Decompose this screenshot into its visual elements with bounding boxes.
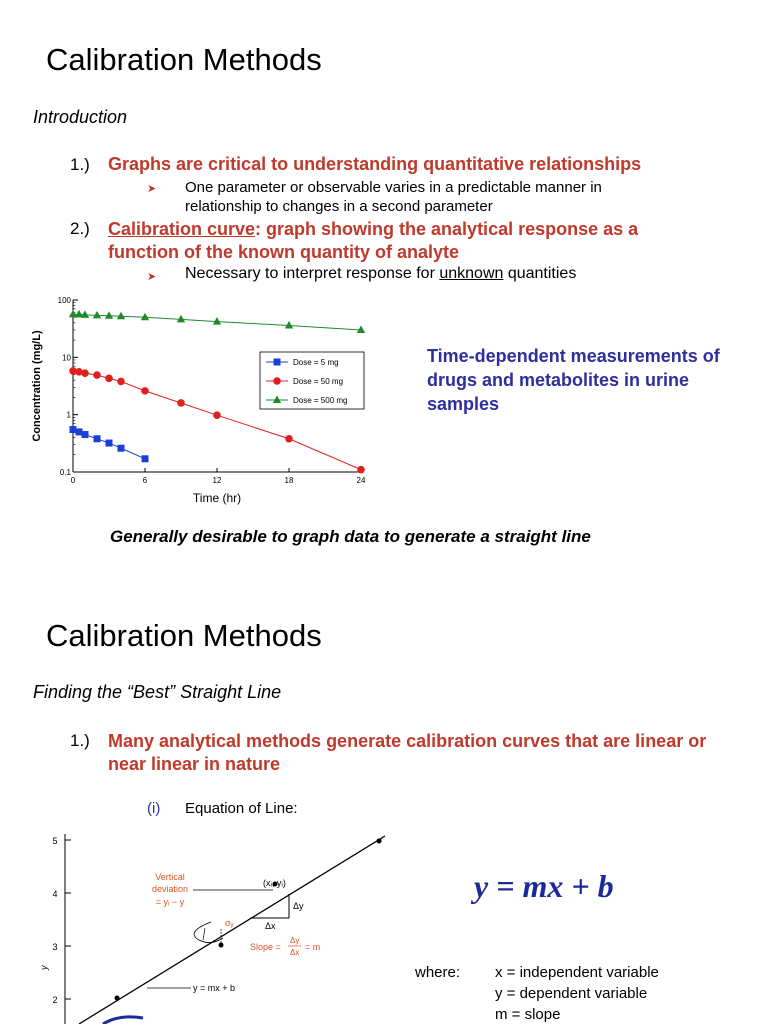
triangle-marker <box>141 313 149 321</box>
triangle-marker <box>213 317 221 325</box>
x-tick-label: 6 <box>142 476 148 485</box>
item2-rest: : graph showing the analytical response as a <box>255 219 639 239</box>
concentration-chart <box>28 290 388 510</box>
circle-marker <box>117 378 125 386</box>
square-marker <box>82 431 89 438</box>
triangle-marker <box>357 325 365 333</box>
definition-x: x = independent variable <box>495 964 659 981</box>
circle-marker <box>93 371 101 379</box>
definition-y: y = dependent variable <box>495 985 648 1002</box>
gaussian-curve <box>194 922 223 943</box>
item1-number: 1.) <box>70 155 90 174</box>
item1-text: Graphs are critical to understanding quantitative relationships <box>108 154 642 174</box>
slide2-item1-line1: Many analytical methods generate calibration curves that are linear or <box>108 731 707 751</box>
triangle-marker <box>117 312 125 320</box>
vertical-deviation-formula: = yᵢ − y <box>155 897 185 907</box>
legend-label: Dose = 500 mg <box>293 396 348 405</box>
item2-term: Calibration curve <box>108 219 256 239</box>
x-tick-label: 0 <box>70 476 76 485</box>
subitem-number: (i) <box>147 800 161 817</box>
slide2-section-heading: Finding the “Best” Straight Line <box>33 682 282 702</box>
vertical-deviation-label: Vertical <box>155 872 185 882</box>
slide1-section-heading: Introduction <box>33 107 128 127</box>
line-equation: y = mx + b <box>474 868 614 904</box>
triangle-marker <box>93 311 101 319</box>
y-tick-label: 10 <box>62 353 71 363</box>
circle-marker <box>81 369 89 377</box>
slide2-title: Calibration Methods <box>46 618 322 653</box>
circle-marker <box>177 399 185 407</box>
item2-sub-post: quantities <box>503 265 577 282</box>
slide1-title: Calibration Methods <box>46 42 322 77</box>
item2-text <box>108 218 638 264</box>
sigma-label: σᵧ <box>225 918 234 928</box>
item2-number: 2.) <box>70 219 90 238</box>
square-marker <box>76 428 83 435</box>
circle-marker <box>357 466 365 474</box>
square-marker <box>274 359 281 366</box>
slide1-footer-statement: Generally desirable to graph data to generate a straight line <box>110 527 591 546</box>
y-axis-label: Concentration (mg/L) <box>31 330 43 442</box>
slope-label-num: Δy <box>290 936 300 945</box>
slope-label-suffix: = m <box>305 942 321 952</box>
triangle-marker <box>177 315 185 323</box>
x-tick-label: 18 <box>284 476 294 485</box>
circle-marker <box>105 375 113 383</box>
delta-x-label: Δx <box>265 921 276 931</box>
y-tick-label: 1 <box>66 410 71 420</box>
item2-line2: function of the known quantity of analyte <box>108 242 459 262</box>
vertical-deviation-label: deviation <box>151 884 189 894</box>
item2-subpoint <box>185 265 576 283</box>
sigma-marker <box>203 928 205 940</box>
diagram-ytick-label: 3 <box>52 942 58 952</box>
where-label: where: <box>415 964 461 981</box>
definition-m: m = slope <box>495 1006 561 1023</box>
diagram-ytick-label: 4 <box>52 889 58 899</box>
circle-marker <box>141 387 149 395</box>
slide2-item1-line2: near linear in nature <box>108 754 281 774</box>
note-line1: Time-dependent measurements of <box>427 346 720 366</box>
slide2-item1-text <box>108 730 706 776</box>
data-point <box>377 839 382 844</box>
x-tick-label: 12 <box>212 476 222 485</box>
chevron-bullet-icon: ➤ <box>147 183 157 195</box>
square-marker <box>94 435 101 442</box>
subitem-text: Equation of Line: <box>185 800 298 817</box>
square-marker <box>106 440 113 447</box>
data-point <box>115 996 120 1001</box>
note-line2: drugs and metabolites in urine <box>427 370 690 390</box>
circle-marker <box>285 435 293 443</box>
y-tick-label: 0.1 <box>59 468 71 477</box>
circle-marker <box>273 377 281 385</box>
line-equation-diagram <box>35 828 415 1024</box>
chevron-bullet-icon: ➤ <box>147 271 157 283</box>
x-tick-label: 24 <box>356 476 366 485</box>
triangle-marker <box>105 311 113 319</box>
diagram-y-label: y <box>39 965 49 970</box>
line-equation-label: y = mx + b <box>193 983 236 993</box>
chart-legend <box>260 352 364 409</box>
square-marker <box>142 455 149 462</box>
item1-sub-line2: relationship to changes in a second parameter <box>185 198 493 215</box>
note-line3: samples <box>427 394 500 414</box>
item2-sub-pre: Necessary to interpret response for <box>185 265 440 282</box>
slope-label-prefix: Slope = <box>250 942 281 952</box>
slide2-item1-number: 1.) <box>70 731 90 750</box>
item1-sub-line1: One parameter or observable varies in a predictable manner in <box>185 179 602 196</box>
item1-subpoint <box>185 178 602 216</box>
where-definitions <box>495 962 659 1025</box>
point-label: (xᵢ, yᵢ) <box>263 878 286 888</box>
delta-y-label: Δy <box>293 901 304 911</box>
square-marker <box>70 426 77 433</box>
slope-label-den: Δx <box>290 948 300 957</box>
item2-sub-underlined: unknown <box>439 265 504 282</box>
y-tick-label: 100 <box>57 296 71 305</box>
regression-line <box>79 836 385 1024</box>
diagram-ytick-label: 5 <box>52 836 58 846</box>
legend-label: Dose = 50 mg <box>293 377 344 386</box>
triangle-marker <box>285 321 293 329</box>
x-axis-label: Time (hr) <box>192 491 242 505</box>
legend-label: Dose = 5 mg <box>293 358 339 367</box>
square-marker <box>118 445 125 452</box>
decorative-arc <box>103 1017 143 1024</box>
chart-note <box>427 344 742 416</box>
triangle-marker <box>81 310 89 318</box>
circle-marker <box>213 411 221 419</box>
diagram-ytick-label: 2 <box>52 995 58 1005</box>
